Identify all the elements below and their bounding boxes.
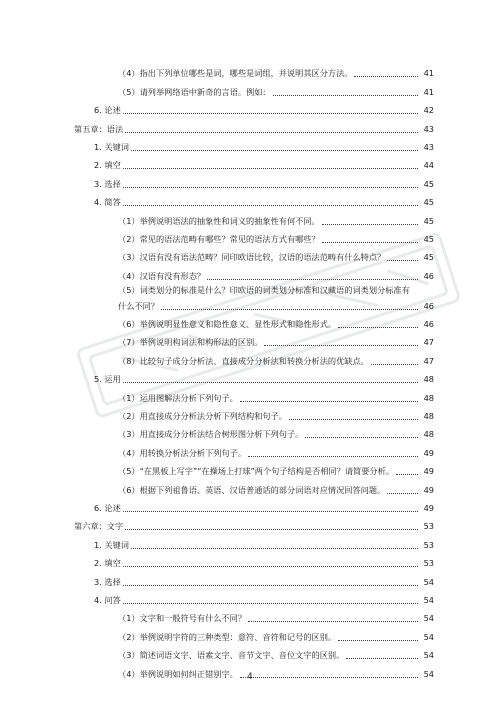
toc-entry-title: 第五章：语法 (74, 123, 124, 134)
dot-leader (371, 363, 418, 365)
toc-entry-page: 45 (423, 215, 434, 226)
toc-entry-page: 47 (423, 337, 434, 348)
dot-leader (207, 278, 418, 280)
dot-leader (123, 510, 418, 512)
toc-entry-page: 54 (423, 668, 434, 679)
toc-entry-page: 48 (423, 374, 434, 385)
toc-entry-page: 53 (423, 558, 434, 569)
toc-entry-page: 53 (423, 521, 434, 532)
toc-entry-page: 54 (423, 576, 434, 587)
dot-leader (123, 602, 418, 604)
toc-chapter-entry[interactable] (74, 116, 434, 134)
toc-entry-title: 6. 论述 (94, 105, 121, 116)
toc-entry-title: 4. 简答 (94, 197, 121, 208)
toc-entry-page: 54 (423, 650, 434, 661)
toc-entry-page: 49 (423, 484, 434, 495)
dot-leader (354, 75, 418, 77)
toc-entry-title: （2）常见的语法范畴有哪些？常见的语法方式有哪些？ (118, 233, 320, 244)
toc-entry-page: 48 (423, 429, 434, 440)
toc-entry[interactable] (74, 79, 434, 97)
toc-entry-title: 3. 选择 (94, 576, 121, 587)
toc-entry-page: 47 (423, 355, 434, 366)
toc-entry[interactable] (74, 285, 434, 312)
page-number: 4 (247, 672, 253, 682)
dot-leader (123, 584, 418, 586)
toc-entry[interactable] (74, 624, 434, 642)
toc-entry-page: 49 (423, 466, 434, 477)
dot-leader (396, 473, 418, 475)
dot-leader (338, 326, 418, 328)
dot-leader (125, 528, 418, 530)
dot-leader (322, 223, 418, 225)
dot-leader (346, 657, 418, 659)
toc-entry-title: 1. 关键词 (94, 141, 129, 152)
toc-entry[interactable] (74, 569, 434, 587)
toc-chapter-entry[interactable] (74, 514, 434, 532)
toc-entry-title: 6. 论述 (94, 502, 121, 513)
toc-entry-page: 42 (423, 105, 434, 116)
toc-entry[interactable] (74, 98, 434, 116)
toc-entry-title: 第六章：文字 (74, 521, 124, 532)
toc-entry-page: 43 (423, 141, 434, 152)
dot-leader (264, 344, 418, 346)
toc-entry-title: （2）用直接成分分析法分析下列结构和句子。 (118, 411, 287, 422)
dot-leader (387, 492, 418, 494)
toc-entry-page: 53 (423, 539, 434, 550)
toc-entry[interactable] (74, 61, 434, 79)
dot-leader (131, 547, 418, 549)
toc-entry-page: 43 (423, 123, 434, 134)
toc-entry-title: （4）汉语有没有形态？ (118, 270, 206, 281)
toc-entry-title: （5）请列举网络语中新奇的言语。例如： (118, 86, 271, 97)
dot-leader (123, 565, 418, 567)
dot-leader (273, 94, 418, 96)
table-of-contents (74, 61, 434, 680)
toc-entry-page: 41 (423, 68, 434, 79)
toc-entry[interactable] (74, 227, 434, 245)
toc-entry[interactable] (74, 532, 434, 550)
toc-entry-title: 2. 填空 (94, 160, 121, 171)
toc-entry[interactable] (74, 643, 434, 661)
toc-entry-page: 54 (423, 594, 434, 605)
dot-leader (248, 455, 418, 457)
toc-entry-title: 5. 运用 (94, 374, 121, 385)
dot-leader (387, 259, 418, 261)
dot-leader (123, 167, 418, 169)
toc-entry-page: 45 (423, 197, 434, 208)
toc-entry-title: （1）文字和一般符号有什么不同？ (118, 613, 247, 624)
toc-entry[interactable] (74, 477, 434, 495)
toc-entry-page: 45 (423, 252, 434, 263)
toc-entry[interactable] (74, 153, 434, 171)
toc-entry-title: （7）举例说明构词法和构形法的区别。 (118, 337, 263, 348)
toc-entry-page: 45 (423, 178, 434, 189)
toc-entry[interactable] (74, 330, 434, 348)
toc-entry[interactable] (74, 422, 434, 440)
dot-leader (123, 186, 418, 188)
dot-leader (123, 381, 418, 383)
toc-entry-page: 49 (423, 502, 434, 513)
toc-entry[interactable] (74, 208, 434, 226)
toc-entry[interactable] (74, 606, 434, 624)
dot-leader (123, 112, 418, 114)
toc-entry-page: 44 (423, 160, 434, 171)
toc-entry[interactable] (74, 190, 434, 208)
toc-entry[interactable] (74, 367, 434, 385)
toc-entry-page: 46 (423, 270, 434, 281)
toc-entry-title: 1. 关键词 (94, 539, 129, 550)
toc-entry[interactable] (74, 171, 434, 189)
toc-entry-title: 4. 问答 (94, 594, 121, 605)
toc-entry-title: （4）用转换分析法分析下列句子。 (118, 447, 247, 458)
toc-entry[interactable] (74, 459, 434, 477)
toc-entry-page: 45 (423, 233, 434, 244)
toc-entry[interactable] (74, 312, 434, 330)
toc-entry[interactable] (74, 404, 434, 422)
toc-entry-title: （3）简述词语文字、语素文字、音节文字、音位文字的区别。 (118, 650, 345, 661)
toc-entry[interactable] (74, 588, 434, 606)
toc-entry-title: （8）比较句子成分分析法、直接成分分析法和转换分析法的优缺点。 (118, 355, 369, 366)
toc-entry[interactable] (74, 245, 434, 263)
toc-entry[interactable] (74, 135, 434, 153)
dot-leader (322, 241, 418, 243)
toc-entry[interactable] (74, 263, 434, 281)
toc-entry-title: （2）举例说明字符的三种类型：意符、音符和记号的区别。 (118, 631, 337, 642)
toc-entry-title: （6）举例说明显性意义和隐性意义、显性形式和隐性形式。 (118, 319, 337, 330)
toc-entry-title: （5）“在黑板上写字”“在操场上打球”两个句子结构是否相同？请简要分析。 (118, 466, 394, 477)
toc-entry-title: （3）汉语有没有语法范畴？同印欧语比较，汉语的语法范畴有什么特点？ (118, 252, 386, 263)
dot-leader (123, 204, 418, 206)
toc-entry-title-continued: 什么不同？ (118, 300, 159, 311)
toc-entry-page: 54 (423, 631, 434, 642)
toc-entry[interactable] (74, 496, 434, 514)
toc-entry-title: （4）举例说明如何纠正错别字。 (118, 668, 238, 679)
toc-entry[interactable] (74, 385, 434, 403)
dot-leader (240, 400, 418, 402)
toc-entry-page: 54 (423, 613, 434, 624)
toc-entry-page: 48 (423, 411, 434, 422)
dot-leader (305, 436, 418, 438)
toc-entry-page: 49 (423, 447, 434, 458)
toc-entry-title: （4）指出下列单位哪些是词，哪些是词组，并说明其区分方法。 (118, 68, 353, 79)
toc-entry[interactable] (74, 440, 434, 458)
dot-leader (338, 639, 418, 641)
dot-leader (125, 131, 418, 133)
toc-entry-page: 46 (423, 300, 434, 311)
toc-entry-page: 41 (423, 86, 434, 97)
toc-entry-title: （3）用直接成分分析法结合树形图分析下列句子。 (118, 429, 304, 440)
dot-leader (248, 620, 418, 622)
toc-entry[interactable] (74, 551, 434, 569)
toc-entry[interactable] (74, 348, 434, 366)
dot-leader (131, 149, 418, 151)
toc-entry-title: 3. 选择 (94, 178, 121, 189)
toc-entry-title: （1）举例说明语法的抽象性和词义的抽象性有何不同。 (118, 215, 320, 226)
toc-entry-page: 46 (423, 319, 434, 330)
dot-leader (289, 418, 418, 420)
toc-entry-title: （6）根据下列祖鲁语、英语、汉语普通话的部分词语对应情况回答问题。 (118, 484, 386, 495)
dot-leader (161, 308, 418, 310)
toc-entry-title: 2. 填空 (94, 558, 121, 569)
toc-entry-title: （5）词类划分的标准是什么？印欧语的词类划分标准和汉藏语的词类划分标准有 (118, 284, 410, 295)
toc-entry-title: （1）运用图解法分析下列句子。 (118, 392, 238, 403)
toc-entry-page: 48 (423, 392, 434, 403)
